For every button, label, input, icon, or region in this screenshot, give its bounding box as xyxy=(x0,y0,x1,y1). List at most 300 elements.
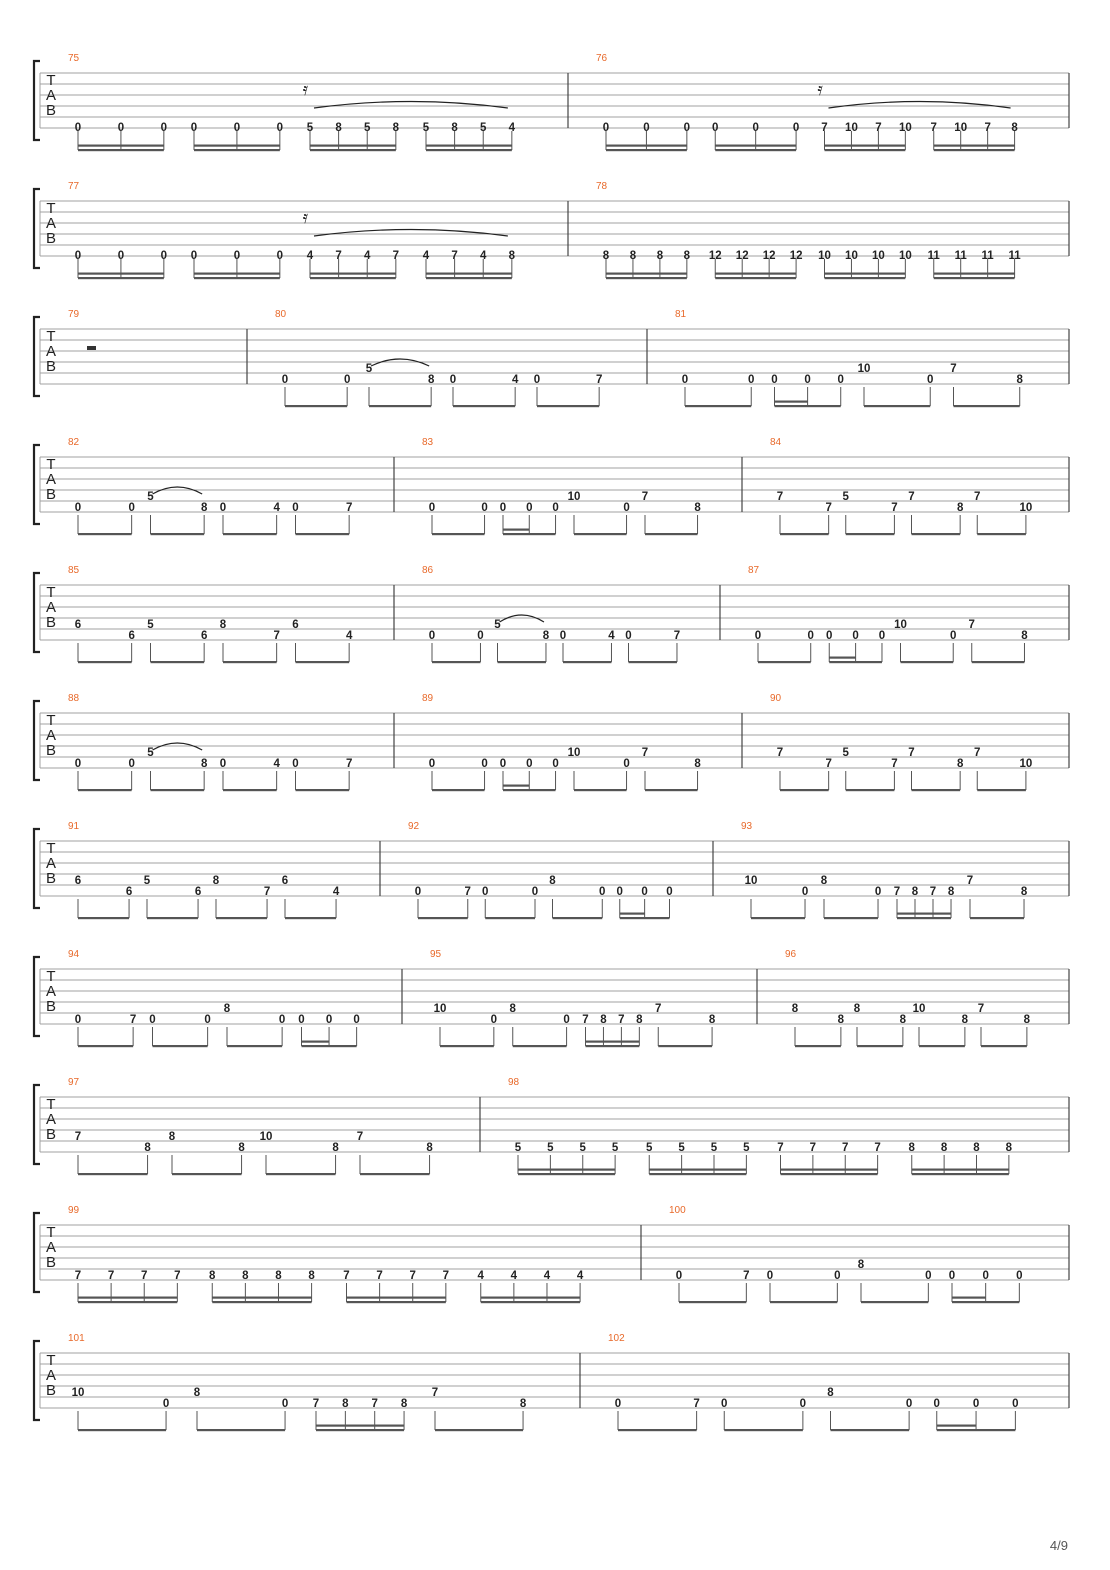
fret-number: 7 xyxy=(893,886,901,898)
tab-clef-letter: A xyxy=(45,343,57,360)
fret-number: 8 xyxy=(940,1142,948,1154)
beam xyxy=(296,661,350,663)
fret-number: 7 xyxy=(673,630,681,642)
beam xyxy=(912,789,961,791)
measure-number: 85 xyxy=(68,565,80,576)
fret-number: 8 xyxy=(509,1003,516,1015)
measure-number: 92 xyxy=(408,821,420,832)
beam xyxy=(829,657,855,659)
fret-number: 0 xyxy=(1012,1398,1019,1410)
beam xyxy=(857,1045,903,1047)
fret-number: 7 xyxy=(74,1270,82,1282)
fret-number: 0 xyxy=(623,502,630,514)
beam xyxy=(934,149,1015,151)
fret-number: 0 xyxy=(481,502,488,514)
fret-number: 7 xyxy=(966,875,974,887)
fret-number: 0 xyxy=(117,250,125,262)
fret-number: 7 xyxy=(693,1398,700,1410)
measure-number: 80 xyxy=(275,309,287,320)
fret-number: 0 xyxy=(834,1270,841,1282)
beam xyxy=(781,1173,878,1175)
slur-arc xyxy=(829,102,1011,109)
fret-number: 10 xyxy=(912,1003,926,1015)
fret-number: 8 xyxy=(708,1014,716,1026)
beam xyxy=(825,273,906,275)
fret-number: 8 xyxy=(542,630,550,642)
tab-system xyxy=(34,565,1069,663)
fret-number: 8 xyxy=(956,502,964,514)
beam xyxy=(223,789,277,791)
fret-number: 7 xyxy=(442,1270,450,1282)
beam xyxy=(78,661,132,663)
fret-number: 8 xyxy=(837,1014,845,1026)
beam xyxy=(360,1173,430,1175)
fret-number: 8 xyxy=(947,886,955,898)
fret-number: 0 xyxy=(204,1014,211,1026)
fret-number: 0 xyxy=(950,630,957,642)
fret-number: 7 xyxy=(107,1270,115,1282)
slur-arc xyxy=(314,230,508,237)
fret-number: 5 xyxy=(710,1142,718,1154)
beam xyxy=(751,917,805,919)
beam xyxy=(347,1301,446,1303)
beam xyxy=(937,1429,1016,1431)
fret-number: 0 xyxy=(972,1398,980,1410)
fret-number: 0 xyxy=(712,122,719,134)
fret-number: 7 xyxy=(777,1142,784,1154)
fret-number: 5 xyxy=(547,1142,554,1154)
system-bracket xyxy=(34,701,40,780)
fret-number: 8 xyxy=(857,1259,865,1271)
beam xyxy=(481,1297,580,1299)
measure-number: 84 xyxy=(770,437,782,448)
fret-number: 7 xyxy=(376,1270,383,1282)
fret-number: 5 xyxy=(147,491,154,503)
fret-number: 0 xyxy=(298,1014,305,1026)
beam xyxy=(825,149,906,151)
beam xyxy=(78,277,164,279)
fret-number: 8 xyxy=(335,122,342,134)
tab-clef-letter: A xyxy=(45,1367,57,1384)
fret-number: 7 xyxy=(974,747,981,759)
beam xyxy=(498,661,546,663)
beam xyxy=(369,405,431,407)
fret-number: 0 xyxy=(149,1014,156,1026)
measure-number: 94 xyxy=(68,949,80,960)
measure-number: 81 xyxy=(675,309,687,320)
beam xyxy=(316,1429,404,1431)
fret-number: 8 xyxy=(899,1014,907,1026)
fret-number: 8 xyxy=(683,250,691,262)
tab-system xyxy=(34,949,1069,1047)
fret-number: 0 xyxy=(927,374,934,386)
fret-number: 7 xyxy=(776,747,784,759)
measure-number: 79 xyxy=(68,309,80,320)
beam xyxy=(537,405,599,407)
fret-number: 10 xyxy=(898,122,912,134)
fret-number: 0 xyxy=(792,122,800,134)
fret-number: 8 xyxy=(956,758,964,770)
fret-number: 5 xyxy=(678,1142,685,1154)
fret-number: 0 xyxy=(807,630,814,642)
fret-number: 0 xyxy=(552,502,559,514)
tab-clef-letter: T xyxy=(46,968,56,985)
fret-number: 0 xyxy=(414,886,422,898)
beam xyxy=(952,1297,986,1299)
beam xyxy=(440,1045,494,1047)
fret-number: 8 xyxy=(144,1142,151,1154)
beam xyxy=(296,789,350,791)
beam xyxy=(645,789,698,791)
fret-number: 10 xyxy=(845,122,858,134)
fret-number: 0 xyxy=(675,1270,683,1282)
beam xyxy=(513,1045,567,1047)
beam xyxy=(618,1429,697,1431)
fret-number: 4 xyxy=(576,1270,584,1282)
fret-number: 10 xyxy=(845,250,858,262)
fret-number: 0 xyxy=(616,886,623,898)
fret-number: 0 xyxy=(683,122,691,134)
beam xyxy=(194,145,280,147)
beam xyxy=(78,1173,148,1175)
tab-clef-letter: B xyxy=(45,1126,57,1143)
beam xyxy=(795,1045,841,1047)
fret-number: 10 xyxy=(1019,758,1033,770)
beam xyxy=(194,273,280,275)
fret-number: 10 xyxy=(894,619,907,631)
fret-number: 5 xyxy=(611,1142,619,1154)
beam xyxy=(780,789,829,791)
fret-number: 8 xyxy=(508,250,516,262)
beam xyxy=(981,1045,1027,1047)
fret-number: 7 xyxy=(809,1142,817,1154)
beam xyxy=(310,145,396,147)
beam xyxy=(972,661,1025,663)
sixteenth-rest: 𝄿 xyxy=(302,79,309,100)
fret-number: 0 xyxy=(752,122,759,134)
beam xyxy=(586,1045,640,1047)
beam xyxy=(485,917,535,919)
beam xyxy=(649,1169,746,1171)
beam xyxy=(78,1301,177,1303)
beam xyxy=(481,1301,580,1303)
fret-number: 4 xyxy=(345,630,353,642)
measure-number: 96 xyxy=(785,949,797,960)
measure-number: 86 xyxy=(422,565,434,576)
beam xyxy=(503,785,529,787)
beam xyxy=(302,1041,330,1043)
fret-number: 0 xyxy=(614,1398,622,1410)
beam xyxy=(216,917,267,919)
fret-number: 0 xyxy=(490,1014,498,1026)
fret-number: 10 xyxy=(744,875,758,887)
fret-number: 8 xyxy=(242,1270,249,1282)
fret-number: 7 xyxy=(743,1270,750,1282)
measure-number: 88 xyxy=(68,693,80,704)
fret-number: 0 xyxy=(837,374,844,386)
fret-number: 5 xyxy=(364,122,371,134)
beam xyxy=(153,1045,208,1047)
fret-number: 7 xyxy=(312,1398,320,1410)
fret-number: 0 xyxy=(804,374,811,386)
fret-number: 7 xyxy=(129,1014,137,1026)
fret-number: 10 xyxy=(1019,502,1033,514)
fret-number: 6 xyxy=(74,619,82,631)
beam xyxy=(977,789,1026,791)
fret-number: 0 xyxy=(278,1014,286,1026)
measure-number: 83 xyxy=(422,437,434,448)
beam xyxy=(715,145,796,147)
beam xyxy=(194,149,280,151)
fret-number: 8 xyxy=(238,1142,245,1154)
tab-system xyxy=(34,1077,1069,1175)
fret-number: 0 xyxy=(428,502,436,514)
fret-number: 8 xyxy=(209,1270,216,1282)
fret-number: 7 xyxy=(345,502,353,514)
fret-number: 0 xyxy=(281,1398,289,1410)
fret-number: 5 xyxy=(306,122,314,134)
beam xyxy=(861,1301,928,1303)
beam xyxy=(426,277,512,279)
beam xyxy=(316,1425,404,1427)
fret-number: 8 xyxy=(827,1387,834,1399)
fret-number: 6 xyxy=(292,619,299,631)
fret-number: 5 xyxy=(646,1142,653,1154)
beam xyxy=(151,533,205,535)
fret-number: 8 xyxy=(168,1131,176,1143)
beam xyxy=(285,405,347,407)
fret-number: 4 xyxy=(608,630,615,642)
measure-number: 82 xyxy=(68,437,80,448)
measure-number: 99 xyxy=(68,1205,80,1216)
page-number: 4/9 xyxy=(1049,1538,1068,1553)
tab-system xyxy=(34,1205,1069,1303)
fret-number: 7 xyxy=(875,122,882,134)
beam xyxy=(824,917,878,919)
measure-number: 91 xyxy=(68,821,80,832)
beam xyxy=(310,277,396,279)
fret-number: 8 xyxy=(1016,374,1023,386)
beam xyxy=(831,1429,910,1431)
system-bracket xyxy=(34,445,40,524)
beam xyxy=(897,917,951,919)
beam xyxy=(78,1297,177,1299)
beam xyxy=(649,1173,746,1175)
fret-number: 7 xyxy=(464,886,471,898)
fret-number: 7 xyxy=(174,1270,181,1282)
system-bracket xyxy=(34,189,40,268)
fret-number: 5 xyxy=(365,363,373,375)
beam xyxy=(78,145,164,147)
tab-clef-letter: B xyxy=(45,1254,57,1271)
slur-arc xyxy=(314,102,508,109)
beam xyxy=(606,149,687,151)
measure-number: 87 xyxy=(748,565,760,576)
fret-number: 0 xyxy=(233,122,241,134)
tab-clef-letter: A xyxy=(45,1239,57,1256)
beam xyxy=(197,1429,285,1431)
fret-number: 6 xyxy=(194,886,202,898)
fret-number: 7 xyxy=(825,758,832,770)
tab-clef-letter: T xyxy=(46,1224,56,1241)
tab-clef-letter: B xyxy=(45,998,57,1015)
fret-number: 7 xyxy=(908,491,915,503)
beam xyxy=(846,789,895,791)
fret-number: 8 xyxy=(549,875,556,887)
beam xyxy=(518,1173,615,1175)
fret-number: 8 xyxy=(911,886,919,898)
fret-number: 0 xyxy=(219,502,227,514)
fret-number: 0 xyxy=(625,630,632,642)
beam xyxy=(194,277,280,279)
fret-number: 5 xyxy=(422,122,430,134)
beam xyxy=(432,661,480,663)
fret-number: 8 xyxy=(426,1142,433,1154)
tab-clef-letter: B xyxy=(45,742,57,759)
fret-number: 8 xyxy=(342,1398,349,1410)
beam xyxy=(954,405,1020,407)
fret-number: 8 xyxy=(200,758,208,770)
fret-number: 8 xyxy=(275,1270,282,1282)
fret-number: 4 xyxy=(364,250,371,262)
beam xyxy=(679,1301,746,1303)
beam xyxy=(685,405,751,407)
fret-number: 0 xyxy=(353,1014,360,1026)
fret-number: 7 xyxy=(74,1131,82,1143)
fret-number: 4 xyxy=(508,122,516,134)
fret-number: 11 xyxy=(981,250,994,262)
tab-system xyxy=(34,309,1069,407)
fret-number: 0 xyxy=(1016,1270,1023,1282)
fret-number: 4 xyxy=(543,1270,551,1282)
fret-number: 10 xyxy=(818,250,831,262)
beam xyxy=(620,913,645,915)
beam xyxy=(151,789,205,791)
tab-system xyxy=(34,693,1069,791)
beam xyxy=(629,661,677,663)
beam xyxy=(775,405,841,407)
beam xyxy=(715,273,796,275)
fret-number: 7 xyxy=(950,363,957,375)
fret-number: 0 xyxy=(552,758,559,770)
sixteenth-rest: 𝄿 xyxy=(302,207,309,228)
fret-number: 11 xyxy=(954,250,967,262)
measure-number: 75 xyxy=(68,53,80,64)
beam xyxy=(574,789,627,791)
fret-number: 0 xyxy=(74,1014,82,1026)
tab-clef-letter: T xyxy=(46,328,56,345)
fret-number: 10 xyxy=(954,122,968,134)
fret-number: 8 xyxy=(392,122,400,134)
fret-number: 0 xyxy=(190,250,198,262)
fret-number: 7 xyxy=(141,1270,148,1282)
fret-number: 8 xyxy=(973,1142,980,1154)
tab-clef-letter: A xyxy=(45,87,57,104)
tab-clef-letter: A xyxy=(45,1111,57,1128)
beam xyxy=(151,661,205,663)
fret-number: 4 xyxy=(480,250,487,262)
fret-number: 0 xyxy=(925,1270,932,1282)
fret-number: 5 xyxy=(480,122,487,134)
fret-number: 8 xyxy=(1020,886,1028,898)
beam xyxy=(934,273,1015,275)
beam xyxy=(606,145,687,147)
beam xyxy=(503,789,556,791)
fret-number: 12 xyxy=(708,250,722,262)
fret-number: 8 xyxy=(219,619,227,631)
measure-number: 90 xyxy=(770,693,782,704)
beam xyxy=(78,149,164,151)
beam xyxy=(724,1429,803,1431)
fret-number: 0 xyxy=(754,630,762,642)
beam xyxy=(296,533,350,535)
fret-number: 6 xyxy=(128,630,135,642)
fret-number: 0 xyxy=(74,502,82,514)
fret-number: 7 xyxy=(263,886,271,898)
fret-number: 7 xyxy=(641,491,649,503)
tab-clef-letter: A xyxy=(45,471,57,488)
beam xyxy=(78,789,132,791)
fret-number: 8 xyxy=(853,1003,861,1015)
beam xyxy=(977,533,1026,535)
beam xyxy=(574,533,627,535)
fret-number: 5 xyxy=(842,491,849,503)
beam xyxy=(426,273,512,275)
fret-number: 0 xyxy=(74,758,82,770)
fret-number: 0 xyxy=(933,1398,940,1410)
fret-number: 6 xyxy=(200,630,208,642)
tab-system xyxy=(34,181,1069,279)
beam xyxy=(453,405,515,407)
fret-number: 5 xyxy=(743,1142,750,1154)
fret-number: 7 xyxy=(345,758,353,770)
fret-number: 0 xyxy=(281,374,289,386)
fret-number: 0 xyxy=(276,250,284,262)
fret-number: 8 xyxy=(602,250,610,262)
fret-number: 7 xyxy=(891,758,898,770)
fret-number: 7 xyxy=(335,250,342,262)
beam xyxy=(645,533,698,535)
fret-number: 0 xyxy=(449,374,457,386)
fret-number: 0 xyxy=(481,758,488,770)
fret-number: 0 xyxy=(799,1398,807,1410)
beam xyxy=(912,533,961,535)
sixteenth-rest: 𝄿 xyxy=(817,79,823,100)
fret-number: 7 xyxy=(968,619,975,631)
fret-number: 0 xyxy=(623,758,630,770)
tab-clef-letter: T xyxy=(46,584,56,601)
fret-number: 7 xyxy=(655,1003,662,1015)
fret-number: 0 xyxy=(563,1014,570,1026)
fret-number: 11 xyxy=(927,250,940,262)
tab-clef-letter: T xyxy=(46,200,56,217)
fret-number: 7 xyxy=(356,1131,364,1143)
fret-number: 12 xyxy=(735,250,749,262)
measure-number: 97 xyxy=(68,1077,80,1088)
beam xyxy=(937,1425,976,1427)
beam xyxy=(78,533,132,535)
beam xyxy=(620,917,670,919)
fret-number: 8 xyxy=(451,122,458,134)
measure-number: 100 xyxy=(669,1205,686,1216)
fret-number: 0 xyxy=(826,630,833,642)
fret-number: 0 xyxy=(343,374,351,386)
fret-number: 7 xyxy=(825,502,832,514)
beam xyxy=(912,1169,1009,1171)
system-bracket xyxy=(34,1085,40,1164)
fret-number: 5 xyxy=(143,875,151,887)
tab-clef-letter: B xyxy=(45,1382,57,1399)
